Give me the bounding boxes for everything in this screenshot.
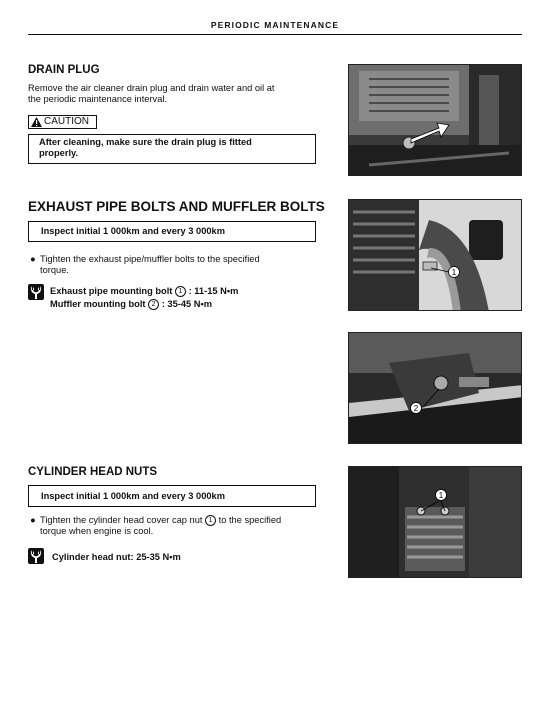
muffler-photo: [348, 332, 522, 444]
exhaust-bullet-line1: Tighten the exhaust pipe/muffler bolts to the specified: [40, 254, 260, 264]
exhaust-heading: EXHAUST PIPE BOLTS AND MUFFLER BOLTS: [28, 199, 325, 214]
warning-triangle-icon: [31, 117, 42, 127]
torque-wrench-icon: [28, 284, 44, 300]
bullet-dot: ●: [30, 515, 36, 525]
exhaust-bullet: [30, 254, 320, 276]
drain-plug-heading: DRAIN PLUG: [28, 64, 100, 76]
exhaust-spec1-label: Exhaust pipe mounting bolt: [50, 286, 173, 296]
header-rule: [28, 34, 522, 35]
cylinder-spec: Cylinder head nut: 25-35 N•m: [52, 552, 181, 562]
photo2-callout: 2: [413, 404, 419, 413]
cylinder-head-photo: [348, 466, 522, 578]
exhaust-inspect-box: Inspect initial 1 000km and every 3 000km: [28, 221, 316, 242]
exhaust-bullet-line2: torque.: [40, 265, 69, 275]
caution-label: CAUTION: [44, 116, 89, 127]
exhaust-spec2-label: Muffler mounting bolt: [50, 299, 146, 309]
bullet-dot: ●: [30, 254, 36, 264]
callout-2: 2: [148, 299, 159, 310]
caution-line1: After cleaning, make sure the drain plug is fitted: [39, 137, 252, 147]
torque-wrench-icon: [28, 548, 44, 564]
exhaust-spec2: [50, 298, 212, 310]
drain-plug-text-line2: the periodic maintenance interval.: [28, 94, 168, 105]
drain-plug-photo: [348, 64, 522, 176]
exhaust-spec1-value: : 11-15 N•m: [188, 286, 239, 296]
caution-box: [28, 134, 316, 164]
cylinder-bullet-line2: torque when engine is cool.: [40, 526, 154, 537]
caution-label-box: [28, 115, 97, 129]
photo1-callout: 1: [451, 268, 457, 277]
cylinder-inspect-box: Inspect initial 1 000km and every 3 000km: [28, 485, 316, 507]
cylinder-bullet-line1-b: to the specified: [218, 515, 282, 525]
page-header: PERIODIC MAINTENANCE: [210, 20, 340, 30]
drain-plug-text-line1: Remove the air cleaner drain plug and drain water and oil at: [28, 83, 275, 93]
exhaust-spec2-value: : 35-45 N•m: [161, 299, 212, 309]
photo3-callout: 1: [438, 491, 444, 500]
callout-1: 1: [205, 515, 216, 526]
callout-1: 1: [175, 286, 186, 297]
cylinder-bullet-line1: [30, 515, 320, 526]
cylinder-bullet-line1-a: Tighten the cylinder head cover cap nut: [40, 515, 203, 525]
exhaust-spec1: [50, 285, 238, 297]
cylinder-bullet: [30, 515, 320, 537]
cylinder-heading: CYLINDER HEAD NUTS: [28, 466, 158, 478]
caution-line2: properly.: [39, 148, 79, 158]
exhaust-pipe-photo: [348, 199, 522, 311]
drain-plug-text: [28, 83, 275, 106]
